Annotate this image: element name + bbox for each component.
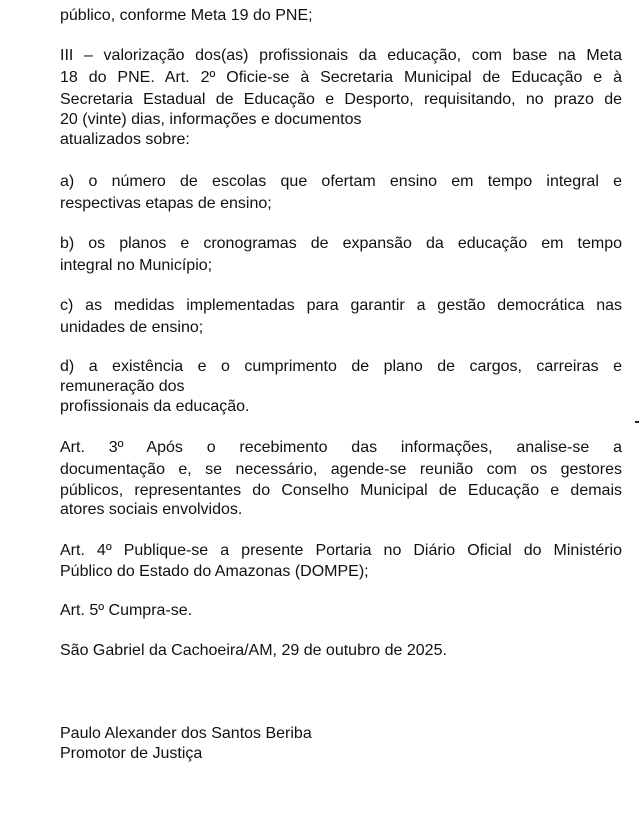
item-d-line-3: profissionais da educação. bbox=[60, 398, 250, 415]
item-iii-line-2: 18 do PNE. Art. 2º Oficie-se à Secretaria Municipal de Educação e à bbox=[60, 69, 622, 86]
art-3-line-4: atores sociais envolvidos. bbox=[60, 501, 243, 518]
item-iii-line-5: atualizados sobre: bbox=[60, 131, 190, 148]
art-3-line-3: públicos, representantes do Conselho Municipal de Educação e demais bbox=[60, 482, 622, 499]
item-b-line-2: integral no Município; bbox=[60, 257, 213, 274]
item-a-line-1: a) o número de escolas que ofertam ensino em tempo integral e bbox=[60, 173, 622, 190]
item-a-line-2: respectivas etapas de ensino; bbox=[60, 195, 272, 212]
item-b-line-1: b) os planos e cronogramas de expansão da educação em tempo bbox=[60, 235, 622, 252]
item-iii-line-1: III – valorização dos(as) profissionais da educação, com base na Meta bbox=[60, 47, 622, 64]
scan-speck bbox=[635, 421, 639, 423]
signatory-title: Promotor de Justiça bbox=[60, 745, 203, 762]
art-4-line-2: Público do Estado do Amazonas (DOMPE); bbox=[60, 563, 369, 580]
art-3-line-1: Art. 3º Após o recebimento das informações, analise-se a bbox=[60, 439, 622, 456]
item-c-line-1: c) as medidas implementadas para garantir a gestão democrática nas bbox=[60, 297, 622, 314]
art-5-line: Art. 5º Cumpra-se. bbox=[60, 602, 193, 619]
art-3-line-2: documentação e, se necessário, agende-se reunião com os gestores bbox=[60, 461, 622, 478]
item-d-line-2: remuneração dos bbox=[60, 378, 185, 395]
item-d-line-1: d) a existência e o cumprimento de plano de cargos, carreiras e bbox=[60, 358, 622, 375]
date-place-line: São Gabriel da Cachoeira/AM, 29 de outubro de 2025. bbox=[60, 642, 447, 659]
item-iii-line-4: 20 (vinte) dias, informações e documentos bbox=[60, 111, 362, 128]
art-4-line-1: Art. 4º Publique-se a presente Portaria no Diário Oficial do Ministério bbox=[60, 542, 622, 559]
item-iii-line-3: Secretaria Estadual de Educação e Desporto, requisitando, no prazo de bbox=[60, 91, 622, 108]
item-c-line-2: unidades de ensino; bbox=[60, 319, 204, 336]
line-intro: público, conforme Meta 19 do PNE; bbox=[60, 7, 313, 24]
signatory-name: Paulo Alexander dos Santos Beriba bbox=[60, 725, 312, 742]
